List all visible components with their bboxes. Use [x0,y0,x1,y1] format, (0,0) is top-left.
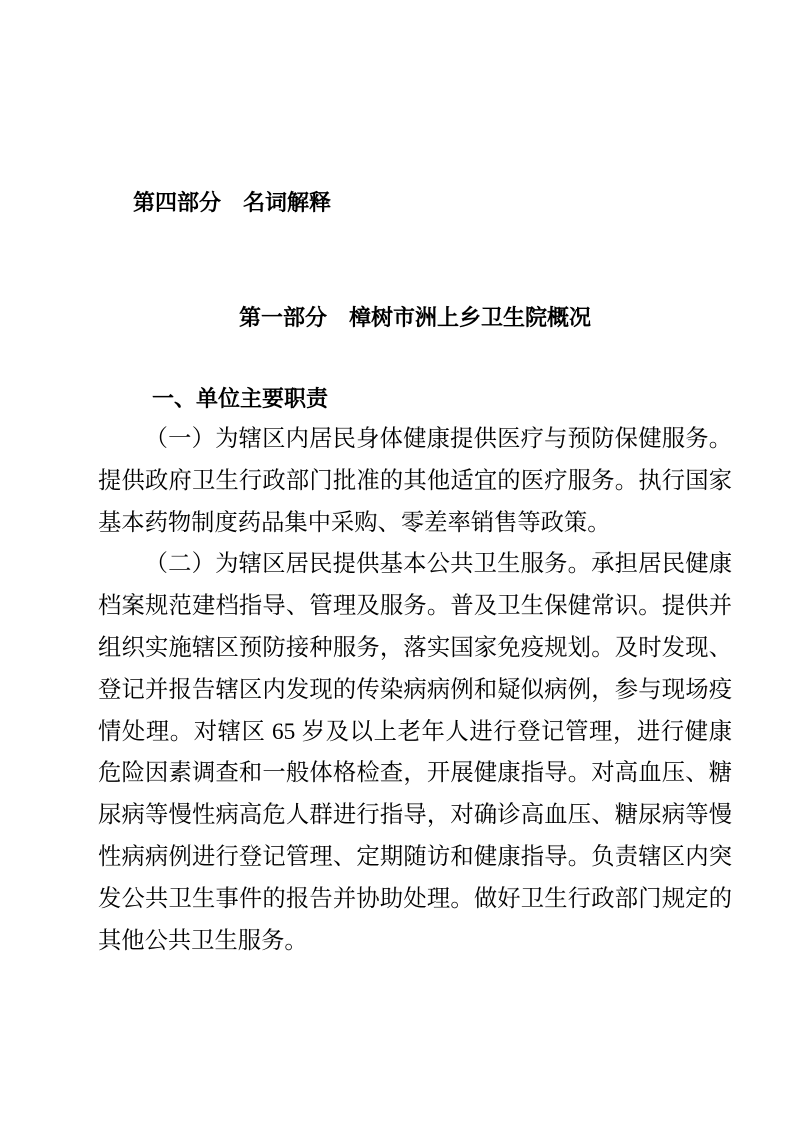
paragraph-2: （二）为辖区居民提供基本公共卫生服务。承担居民健康档案规范建档指导、管理及服务。普及卫生保健常识。提供并组织实施辖区预防接种服务，落实国家免疫规划。及时发现、登记并报告辖区内发现的传染病病例和疑似病例，参与现场疫情处理。对辖区 65 岁及以上老年人进行登记管理，进行健康危险因素调查和一般体格检查，开展健康指导。对高血压、糖尿病等慢性病高危人群进行指导，对确诊高血压、糖尿病等慢性病病例进行登记管理、定期随访和健康指导。负责辖区内突发公共卫生事件的报告并协助处理。做好卫生行政部门规定的其他公共卫生服务。 [98,551,732,954]
body-text-block [98,419,732,962]
subsection-title: 一、单位主要职责 [152,386,329,411]
paragraph-1: （一）为辖区内居民身体健康提供医疗与预防保健服务。提供政府卫生行政部门批准的其他适宜的医疗服务。执行国家基本药物制度药品集中采购、零差率销售等政策。 [98,426,732,536]
section-title: 第一部分 樟树市洲上乡卫生院概况 [238,305,591,330]
toc-part4-heading: 第四部分 名词解释 [133,190,332,215]
